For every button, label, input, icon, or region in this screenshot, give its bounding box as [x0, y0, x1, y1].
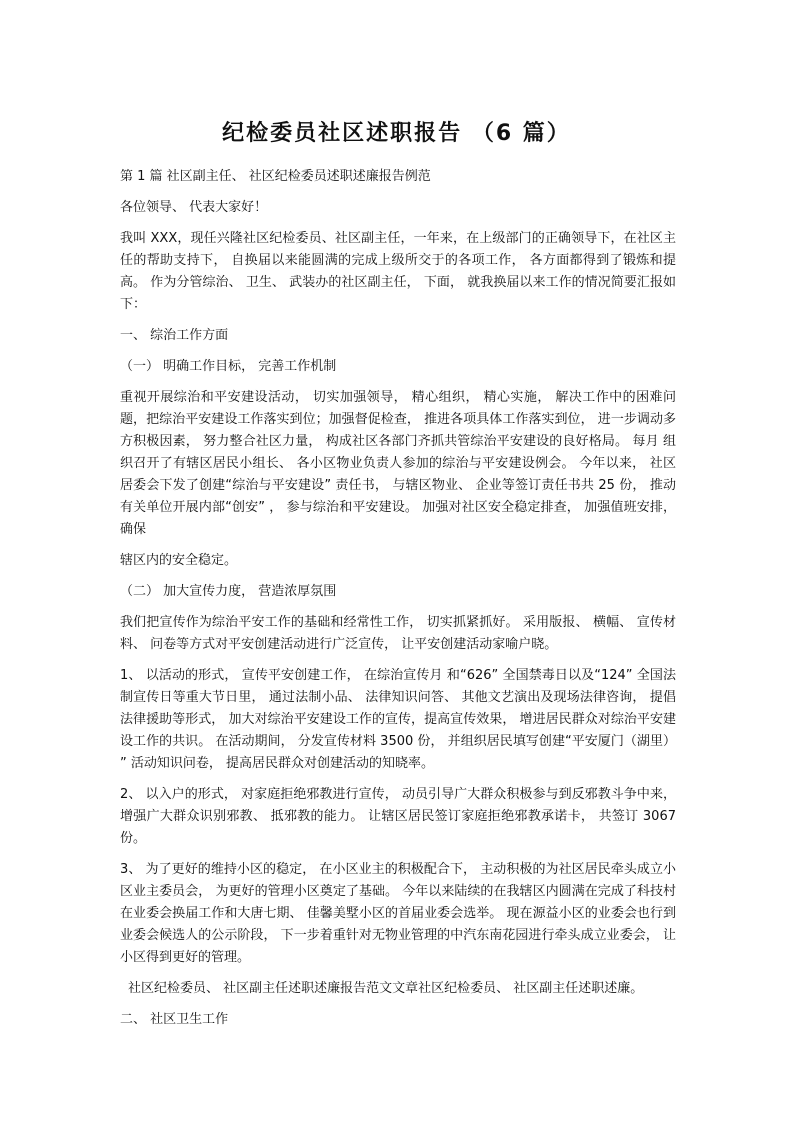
section-heading: 二、 社区卫生工作	[120, 1012, 229, 1027]
section-heading: 第 1 篇 社区副主任、 社区纪检委员述职述廉报告例范	[120, 169, 431, 184]
document-title: 纪检委员社区述职报告 （6 篇）	[222, 121, 571, 146]
paragraph: 我叫 XXX，现任兴隆社区纪检委员、社区副主任，一年来，在上级部门的正确领导下，在社区主任的帮助支持下， 自换届以来能圆满的完成上级所交于的各项工作， 各方面都得到了锻炼和提高。 作为分管综治、 卫生、 武装办的社区副主任， 下面， 就我换届以来工作的情况简要汇报如下：	[120, 231, 676, 312]
paragraph: 3、 为了更好的维持小区的稳定， 在小区业主的积极配合下， 主动积极的为社区居民牵头成立小区业主委员会， 为更好的管理小区奠定了基础。 今年以来陆续的在我辖区内圆满在完成了科技村在业委会换届工作和大唐七期、 佳馨美墅小区的首届业委会选举。 现在源益小区的业委会也行到业委会候选人的公示阶段， 下一步着重针对无物业管理的中汽东南花园进行牵头成立业委会， 让小区得到更好的管理。	[120, 862, 676, 965]
paragraph: 辖区内的安全稳定。	[120, 553, 238, 568]
subsection-heading: （二） 加大宣传力度， 营造浓厚氛围	[120, 584, 337, 599]
paragraph: 1、 以活动的形式， 宣传平安创建工作， 在综治宣传月 和“626” 全国禁毒日以及“124” 全国法制宣传日等重大节日里， 通过法制小品、 法律知识问答、 其他文艺演出及现场法律咨询， 提倡法律援助等形式， 加大对综治平安建设工作的宣传，提高宣传效果， 增进居民群众对综治平安建设工作的共识。 在活动期间， 分发宣传材料 3500 份， 并组织居民填写创建“平安厦门（湖里） ” 活动知识问卷， 提高居民群众对创建活动的知晓率。	[120, 668, 676, 771]
greeting: 各位领导、 代表大家好！	[120, 200, 268, 215]
document-body	[120, 166, 676, 1040]
paragraph: 我们把宣传作为综治平安工作的基础和经常性工作， 切实抓紧抓好。 采用版报、 横幅、 宣传材料、 问卷等方式对平安创建活动进行广泛宣传， 让平安创建活动家喻户晓。	[120, 615, 676, 652]
paragraph: 2、 以入户的形式， 对家庭拒绝邪教进行宣传， 动员引导广大群众积极参与到反邪教斗争中来， 增强广大群众识别邪教、 抵邪教的能力。 让辖区居民签订家庭拒绝邪教承诺卡， 共签订 3067 份。	[120, 787, 676, 846]
subsection-heading: （一） 明确工作目标， 完善工作机制	[120, 359, 337, 374]
section-heading: 一、 综治工作方面	[120, 328, 229, 343]
paragraph: 重视开展综治和平安建设活动， 切实加强领导， 精心组织， 精心实施， 解决工作中的困难问题，把综治平安建设工作落实到位；加强督促检查， 推进各项具体工作落实到位， 进一步调动多方积极因素， 努力整合社区力量， 构成社区各部门齐抓共管综治平安建设的良好格局。 每月 组织召开了有辖区居民小组长、 各小区物业负责人参加的综治与平安建设例会。 今年以来， 社区居委会下发了创建“综治与平安建设” 责任书， 与辖区物业、 企业等签订责任书共 25 份， 推动有关单位开展内部“创安” ， 参与综治和平安建设。 加强对社区安全稳定排查， 加强值班安排， 确保	[120, 390, 676, 537]
paragraph: 社区纪检委员、 社区副主任述职述廉报告范文文章社区纪检委员、 社区副主任述职述廉。	[128, 981, 644, 996]
